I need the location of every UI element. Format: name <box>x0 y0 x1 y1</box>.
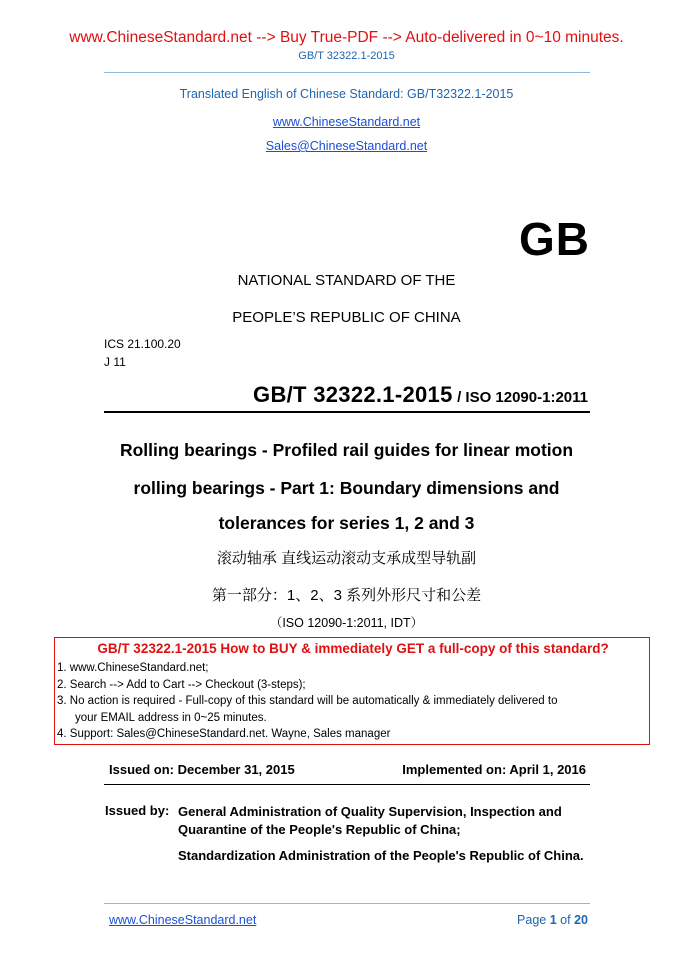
title-line-1: Rolling bearings - Profiled rail guides for linear motion <box>119 440 574 460</box>
national-standard-line1: NATIONAL STANDARD OF THE <box>237 272 456 289</box>
national-standard-line2: PEOPLE’S REPUBLIC OF CHINA <box>232 309 461 326</box>
ccs-code: J 11 <box>104 355 126 369</box>
iso-reference: / ISO 12090-1:2011 <box>457 389 588 406</box>
page-of: of <box>560 913 571 927</box>
header-divider <box>104 72 590 73</box>
iso-idt-note: （ISO 12090-1:2011, IDT） <box>269 616 424 630</box>
buy-step-4: 4. Support: Sales@ChineseStandard.net. Wayne, Sales manager <box>57 728 391 740</box>
translated-notice: Translated English of Chinese Standard: GB/T32322.1-2015 <box>179 87 514 101</box>
buy-step-2: 2. Search --> Add to Cart --> Checkout (3-steps); <box>57 678 306 691</box>
issued-on-date: Issued on: December 31, 2015 <box>109 762 295 777</box>
promo-banner[interactable]: www.ChineseStandard.net --> Buy True-PDF --> Auto-delivered in 0~10 minutes. <box>69 29 624 46</box>
page-label: Page <box>517 913 547 927</box>
standard-number <box>253 382 588 408</box>
how-to-buy-box <box>54 637 650 745</box>
standard-divider <box>104 411 590 413</box>
issuer-org-2: Standardization Administration of the People's Republic of China. <box>178 848 584 863</box>
how-to-buy-list <box>57 660 557 743</box>
sales-email-link[interactable]: Sales@ChineseStandard.net <box>265 139 428 153</box>
title-line-3: tolerances for series 1, 2 and 3 <box>218 513 475 533</box>
sales-link-wrap <box>0 137 693 155</box>
gbt-number: GB/T 32322.1-2015 <box>253 382 453 407</box>
page-total: 20 <box>574 913 588 927</box>
footer-website-link[interactable]: www.ChineseStandard.net <box>109 913 257 927</box>
how-to-buy-title: GB/T 32322.1-2015 How to BUY & immediately GET a full-copy of this standard? <box>97 641 609 656</box>
issued-by-label: Issued by: <box>105 803 170 818</box>
page-current: 1 <box>549 913 557 927</box>
title-line-2: rolling bearings - Part 1: Boundary dimensions and <box>133 478 560 498</box>
gb-mark: GB <box>519 213 590 265</box>
website-link[interactable]: www.ChineseStandard.net <box>272 115 421 129</box>
buy-step-3: 3. No action is required - Full-copy of this standard will be automatically & immediately delivered to <box>57 695 558 707</box>
site-link-wrap <box>0 113 693 131</box>
chinese-title-line-2: 第一部分：1、2、3 系列外形尺寸和公差 <box>211 587 482 604</box>
chinese-title-line-1: 滚动轴承 直线运动滚动支承成型导轨副 <box>216 550 477 567</box>
issuer-org-1: General Administration of Quality Supervision, Inspection and Quarantine of the People's Republic of China; <box>178 804 562 837</box>
implemented-on-date: Implemented on: April 1, 2016 <box>402 762 586 777</box>
buy-step-3-continued: your EMAIL address in 0~25 minutes. <box>75 711 267 724</box>
buy-step-1: 1. www.ChineseStandard.net; <box>57 662 209 674</box>
ics-code: ICS 21.100.20 <box>104 337 181 351</box>
dates-divider <box>104 784 590 785</box>
footer-divider <box>104 903 590 904</box>
page-number <box>517 913 588 927</box>
header-standard-code: GB/T 32322.1-2015 <box>298 50 395 62</box>
